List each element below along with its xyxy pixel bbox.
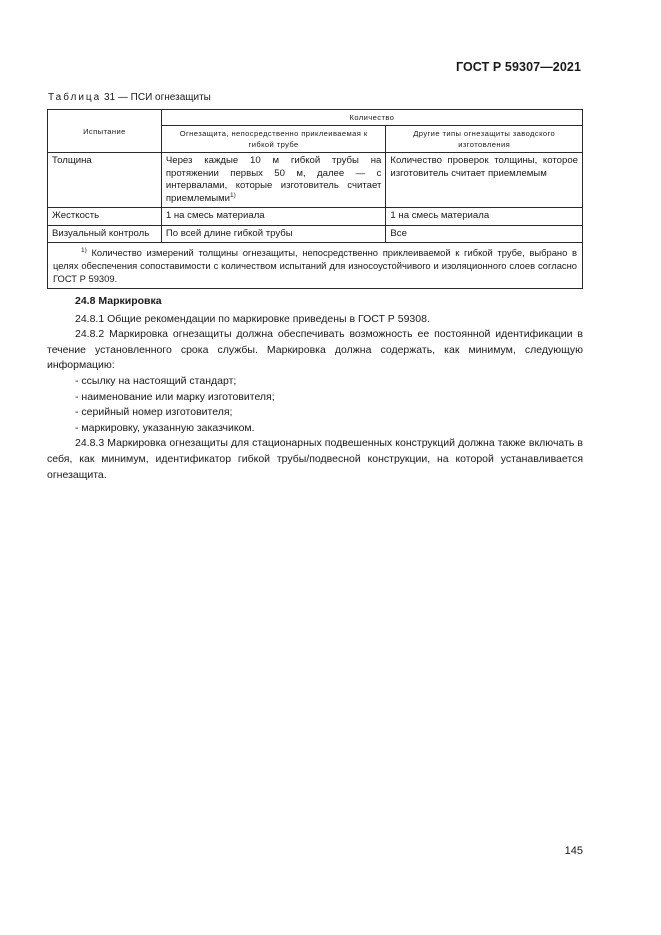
cell-text: Через каждые 10 м гибкой трубы на протяжении первых 50 м, далее — с интервалами, которые изготовитель считает приемлемыми <box>165 155 382 204</box>
list-item: - ссылку на настоящий стандарт; <box>75 374 237 387</box>
cell-test: Жесткость <box>48 208 162 226</box>
header-test: Испытание <box>48 110 162 153</box>
header-quantity: Количество <box>161 110 582 126</box>
cell-test: Визуальный контроль <box>48 225 162 243</box>
footnote-text: Количество измерений толщины огнезащиты, непосредственно приклеиваемой к гибкой трубе, выбрано в целях обеспечения сопоставимости с количеством испытаний для износоустойчивого и изоляционного слоев согласно ГОСТ Р 59309. <box>53 247 577 284</box>
cell-quantity-2: Количество проверок толщины, которое изготовитель считает приемлемым <box>386 153 583 208</box>
table-row <box>48 153 583 208</box>
footnote-ref: 1) <box>230 191 236 199</box>
cell-quantity-1: 1 на смесь материала <box>161 208 386 226</box>
cell-quantity-1: По всей длине гибкой трубы <box>161 225 386 243</box>
table-header-row <box>48 110 583 126</box>
table-row <box>48 225 583 243</box>
footnote-mark: 1) <box>81 247 87 254</box>
list-item: - маркировку, указанную заказчиком. <box>75 421 255 434</box>
list-item: - серийный номер изготовителя; <box>75 406 233 419</box>
header-glued-protection: Огнезащита, непосредственно приклеиваемая к гибкой трубе <box>161 126 386 153</box>
table-footnote <box>48 243 583 289</box>
paragraph-24-8-1: 24.8.1 Общие рекомендации по маркировке приведены в ГОСТ Р 59308. <box>75 312 430 325</box>
cell-quantity-2: Все <box>386 225 583 243</box>
paragraph-24-8-2: 24.8.2 Маркировка огнезащиты должна обеспечивать возможность ее постоянной идентификации в течение установленного срока службы. Маркировка должна содержать, как минимум, следующую информацию: <box>47 328 583 372</box>
page-number: 145 <box>564 845 583 857</box>
table-row <box>48 208 583 226</box>
list-item: - наименование или марку изготовителя; <box>75 390 275 403</box>
standard-code: ГОСТ Р 59307—2021 <box>455 60 581 74</box>
table-footnote-row <box>48 243 583 289</box>
psi-table <box>47 109 583 289</box>
cell-quantity-2: 1 на смесь материала <box>386 208 583 226</box>
section-heading: 24.8 Маркировка <box>75 295 162 307</box>
cell-quantity-1 <box>161 153 386 208</box>
paragraph-24-8-3: 24.8.3 Маркировка огнезащиты для стационарных подвешенных конструкций должна также включать в себя, как минимум, идентификатор гибкой трубы/подвесной конструкции, на которой устанавливается огнезащита. <box>47 437 583 481</box>
table-caption-title: 31 — ПСИ огнезащиты <box>101 92 211 103</box>
header-other-protection: Другие типы огнезащиты заводского изготовления <box>386 126 583 153</box>
marking-section <box>47 294 583 483</box>
table-caption-prefix: Таблица <box>48 92 102 103</box>
cell-test: Толщина <box>48 153 162 208</box>
table-caption <box>48 92 211 103</box>
